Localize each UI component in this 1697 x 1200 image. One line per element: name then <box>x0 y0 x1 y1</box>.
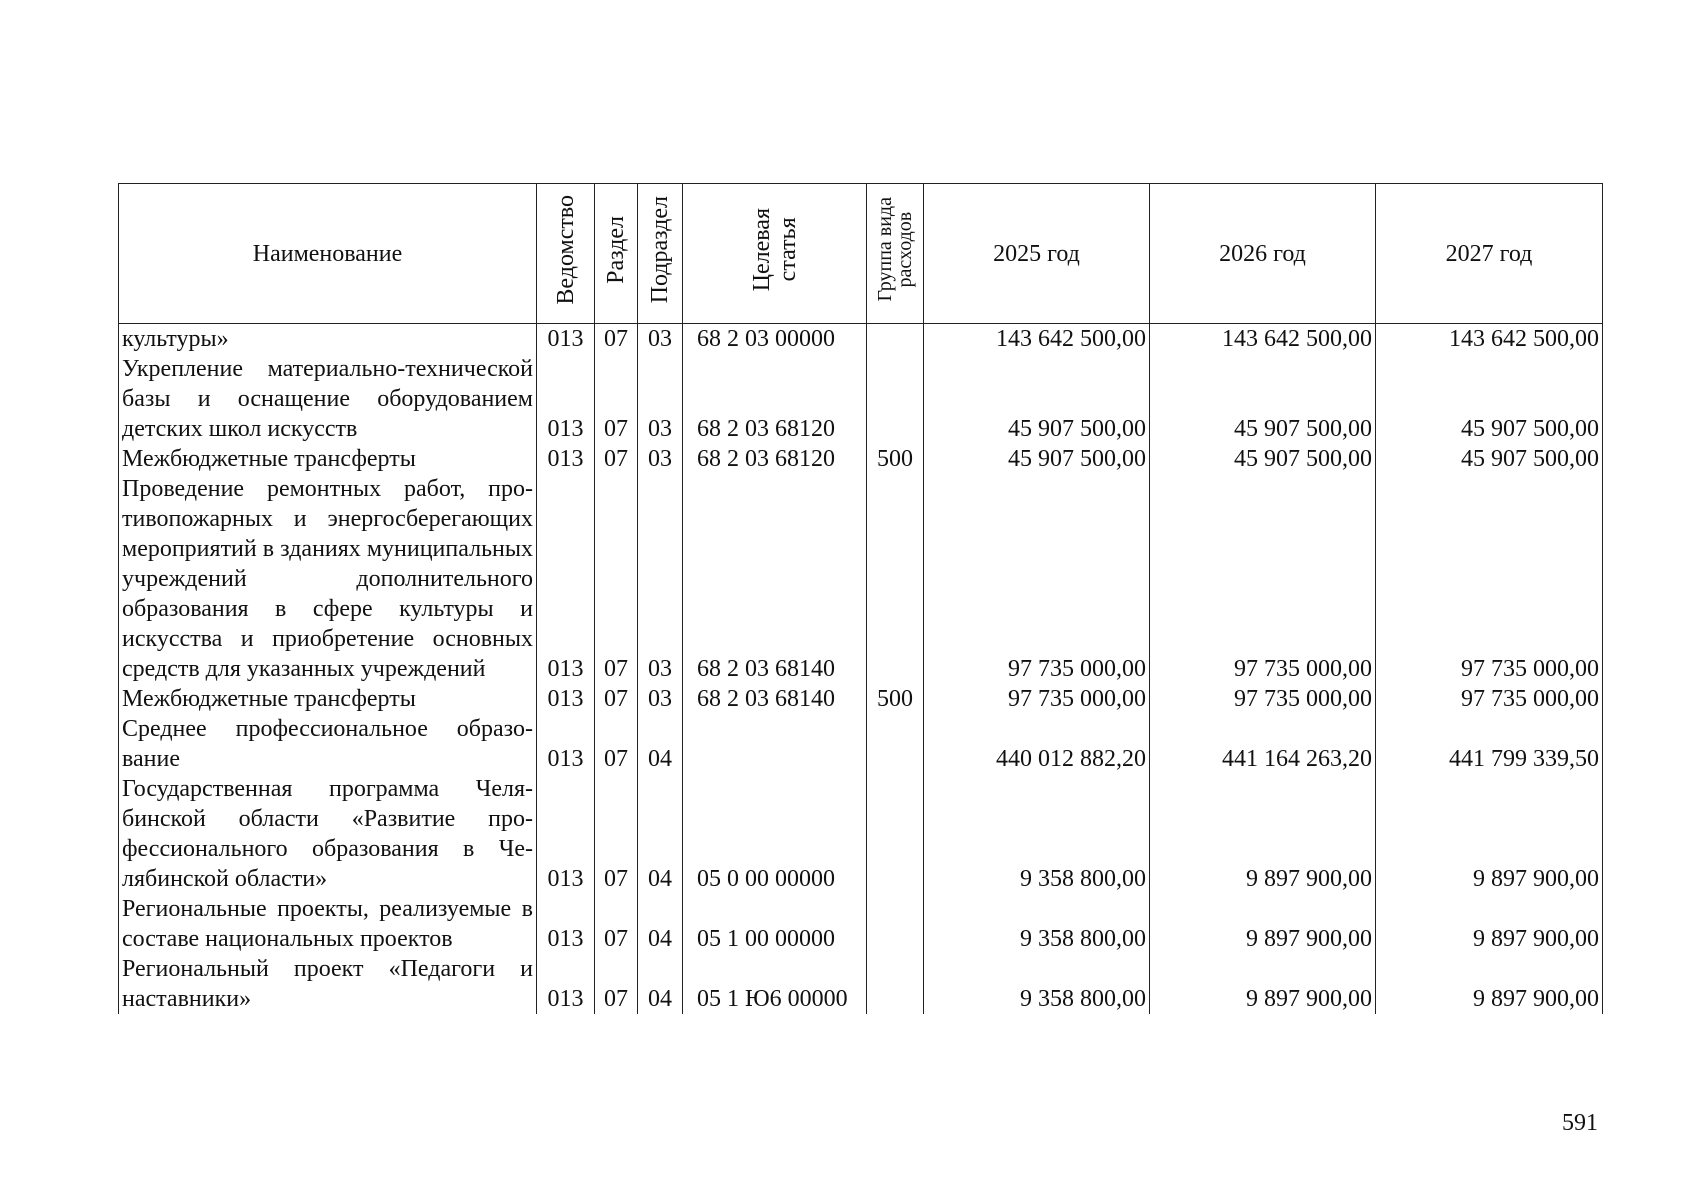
table-row <box>119 714 1603 774</box>
row-amount-2027: 45 907 500,00 <box>1376 354 1603 444</box>
row-amount-2027: 9 897 900,00 <box>1376 954 1603 1014</box>
row-amount-2026: 97 735 000,00 <box>1150 474 1376 684</box>
header-year-2026: 2026 год <box>1150 184 1376 324</box>
row-vedomstvo: 013 <box>537 324 595 355</box>
row-name: Межбюджетные трансферты <box>119 444 537 474</box>
row-vedomstvo: 013 <box>537 954 595 1014</box>
row-podrazdel: 03 <box>638 474 683 684</box>
row-amount-2025: 9 358 800,00 <box>924 894 1150 954</box>
page-number: 591 <box>1562 1110 1598 1136</box>
row-celevaya-statya <box>683 714 867 774</box>
table-row <box>119 444 1603 474</box>
row-amount-2026: 441 164 263,20 <box>1150 714 1376 774</box>
row-amount-2026: 9 897 900,00 <box>1150 774 1376 894</box>
row-razdel: 07 <box>595 954 638 1014</box>
row-name: Укрепление материально-технической базы и оснащение оборудованием детских школ искусств <box>119 354 537 444</box>
row-amount-2027: 45 907 500,00 <box>1376 444 1603 474</box>
row-amount-2026: 97 735 000,00 <box>1150 684 1376 714</box>
row-celevaya-statya: 05 0 00 00000 <box>683 774 867 894</box>
row-gruppa <box>867 774 924 894</box>
row-amount-2027: 9 897 900,00 <box>1376 774 1603 894</box>
table-row <box>119 474 1603 684</box>
row-razdel: 07 <box>595 894 638 954</box>
row-podrazdel: 04 <box>638 774 683 894</box>
row-name: Проведение ремонтных работ, противопожарных и энергосберегающих мероприятий в зданиях муниципальных учреждений дополнительного образования в сфере культуры и искусства и приобретение основных средств для указанных учреждений <box>119 474 537 684</box>
row-name: Государственная программа Челябинской области «Развитие профессионального образования в Челябинской области» <box>119 774 537 894</box>
row-amount-2027: 9 897 900,00 <box>1376 894 1603 954</box>
header-name: Наименование <box>119 184 537 324</box>
row-celevaya-statya: 68 2 03 68140 <box>683 474 867 684</box>
budget-table <box>118 183 1603 1014</box>
row-celevaya-statya: 05 1 00 00000 <box>683 894 867 954</box>
row-gruppa <box>867 324 924 355</box>
row-name: Среднее профессиональное образование <box>119 714 537 774</box>
table-row <box>119 954 1603 1014</box>
header-year-2027: 2027 год <box>1376 184 1603 324</box>
row-amount-2025: 97 735 000,00 <box>924 474 1150 684</box>
row-vedomstvo: 013 <box>537 894 595 954</box>
table-row <box>119 774 1603 894</box>
row-vedomstvo: 013 <box>537 714 595 774</box>
header-year-2025: 2025 год <box>924 184 1150 324</box>
table-row <box>119 684 1603 714</box>
row-gruppa <box>867 894 924 954</box>
row-celevaya-statya: 68 2 03 00000 <box>683 324 867 355</box>
row-amount-2025: 143 642 500,00 <box>924 324 1150 355</box>
row-celevaya-statya: 68 2 03 68120 <box>683 354 867 444</box>
row-name: культуры» <box>119 324 537 355</box>
row-amount-2025: 97 735 000,00 <box>924 684 1150 714</box>
header-celevaya-statya: Целевая статья <box>683 184 867 324</box>
row-razdel: 07 <box>595 474 638 684</box>
row-razdel: 07 <box>595 354 638 444</box>
row-celevaya-statya: 68 2 03 68140 <box>683 684 867 714</box>
row-razdel: 07 <box>595 684 638 714</box>
row-vedomstvo: 013 <box>537 354 595 444</box>
row-gruppa <box>867 474 924 684</box>
row-gruppa: 500 <box>867 684 924 714</box>
header-podrazdel: Подраздел <box>638 184 683 324</box>
row-amount-2025: 440 012 882,20 <box>924 714 1150 774</box>
row-podrazdel: 03 <box>638 354 683 444</box>
row-podrazdel: 04 <box>638 894 683 954</box>
row-amount-2027: 441 799 339,50 <box>1376 714 1603 774</box>
row-celevaya-statya: 68 2 03 68120 <box>683 444 867 474</box>
row-podrazdel: 04 <box>638 954 683 1014</box>
table-row <box>119 354 1603 444</box>
row-amount-2025: 9 358 800,00 <box>924 774 1150 894</box>
row-vedomstvo: 013 <box>537 774 595 894</box>
row-gruppa <box>867 354 924 444</box>
row-podrazdel: 04 <box>638 714 683 774</box>
row-amount-2026: 9 897 900,00 <box>1150 954 1376 1014</box>
header-gruppa-vida-rashodov: Группа вида расходов <box>867 184 924 324</box>
table-row <box>119 894 1603 954</box>
row-amount-2026: 9 897 900,00 <box>1150 894 1376 954</box>
row-name: Региональный проект «Педагоги и наставники» <box>119 954 537 1014</box>
row-razdel: 07 <box>595 324 638 355</box>
row-name: Региональные проекты, реализуемые в составе национальных проектов <box>119 894 537 954</box>
row-vedomstvo: 013 <box>537 474 595 684</box>
table-header-row <box>119 184 1603 324</box>
row-amount-2025: 45 907 500,00 <box>924 354 1150 444</box>
table-row <box>119 324 1603 355</box>
row-amount-2027: 97 735 000,00 <box>1376 474 1603 684</box>
row-amount-2027: 97 735 000,00 <box>1376 684 1603 714</box>
row-amount-2027: 143 642 500,00 <box>1376 324 1603 355</box>
row-amount-2026: 45 907 500,00 <box>1150 354 1376 444</box>
row-vedomstvo: 013 <box>537 684 595 714</box>
row-gruppa: 500 <box>867 444 924 474</box>
row-podrazdel: 03 <box>638 444 683 474</box>
row-gruppa <box>867 954 924 1014</box>
row-name: Межбюджетные трансферты <box>119 684 537 714</box>
row-razdel: 07 <box>595 714 638 774</box>
row-razdel: 07 <box>595 444 638 474</box>
header-razdel: Раздел <box>595 184 638 324</box>
row-razdel: 07 <box>595 774 638 894</box>
row-celevaya-statya: 05 1 Ю6 00000 <box>683 954 867 1014</box>
row-amount-2026: 143 642 500,00 <box>1150 324 1376 355</box>
row-amount-2025: 45 907 500,00 <box>924 444 1150 474</box>
row-vedomstvo: 013 <box>537 444 595 474</box>
row-podrazdel: 03 <box>638 684 683 714</box>
row-podrazdel: 03 <box>638 324 683 355</box>
row-gruppa <box>867 714 924 774</box>
row-amount-2025: 9 358 800,00 <box>924 954 1150 1014</box>
header-vedomstvo: Ведомство <box>537 184 595 324</box>
row-amount-2026: 45 907 500,00 <box>1150 444 1376 474</box>
